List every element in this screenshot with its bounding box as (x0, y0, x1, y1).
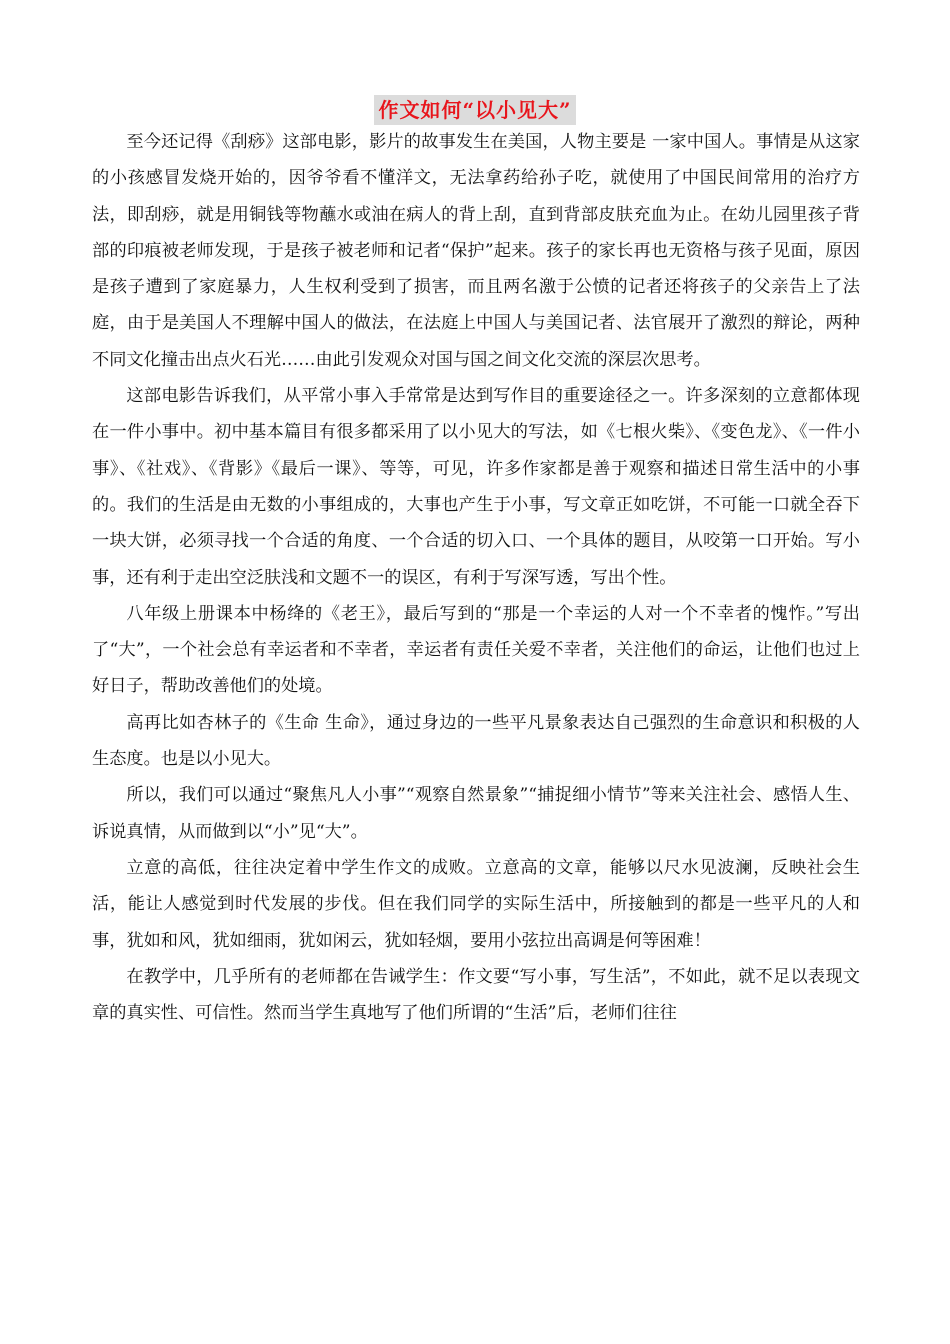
paragraph: 所以，我们可以通过“聚焦凡人小事”“观察自然景象”“捕捉细小情节”等来关注社会、感悟人生、诉说真情，从而做到以“小”见“大”。 (92, 785, 860, 842)
paragraph: 立意的高低，往往决定着中学生作文的成败。立意高的文章，能够以尺水见波澜，反映社会生活，能让人感觉到时代发展的步伐。但在我们同学的实际生活中，所接触到的都是一些平凡的人和事，犹如和风，犹如细雨，犹如闲云，犹如轻烟，要用小弦拉出高调是何等困难！ (92, 857, 860, 951)
document-title: 作文如何“以小见大” (374, 95, 575, 125)
paragraph: 八年级上册课本中杨绛的《老王》，最后写到的“那是一个幸运的人对一个不幸者的愧怍。”写出了“大”，一个社会总有幸运者和不幸者，幸运者有责任关爱不幸者，关注他们的命运，让他们也过上好日子，帮助改善他们的处境。 (92, 603, 860, 697)
paragraph: 这部电影告诉我们，从平常小事入手常常是达到写作目的重要途径之一。许多深刻的立意都体现在一件小事中。初中基本篇目有很多都采用了以小见大的写法，如《七根火柴》、《变色龙》、《一件小事》、《社戏》、《背影》《最后一课》、等等，可见，许多作家都是善于观察和描述日常生活中的小事的。我们的生活是由无数的小事组成的，大事也产生于小事，写文章正如吃饼，不可能一口就全吞下一块大饼，必须寻找一个合适的角度、一个合适的切入口、一个具体的题目，从咬第一口开始。写小事，还有利于走出空泛肤浅和文题不一的误区，有利于写深写透，写出个性。 (92, 386, 860, 588)
document-body (92, 124, 860, 1031)
paragraph: 高再比如杏林子的《生命 生命》，通过身边的一些平凡景象表达自己强烈的生命意识和积极的人生态度。也是以小见大。 (92, 712, 860, 770)
paragraph: 至今还记得《刮痧》这部电影，影片的故事发生在美国，人物主要是 一家中国人。事情是从这家的小孩感冒发烧开始的，因爷爷看不懂洋文，无法拿药给孙子吃，就使用了中国民间常用的治疗方法，即刮痧，就是用铜钱等物蘸水或油在病人的背上刮，直到背部皮肤充血为止。在幼儿园里孩子背部的印痕被老师发现，于是孩子被老师和记者“保护”起来。孩子的家长再也无资格与孩子见面，原因是孩子遭到了家庭暴力，人生权利受到了损害，而且两名激于公愤的记者还将孩子的父亲告上了法庭，由于是美国人不理解中国人的做法，在法庭上中国人与美国记者、法官展开了激烈的辩论，两种不同文化撞击出点火石光……由此引发观众对国与国之间文化交流的深层次思考。 (92, 132, 860, 370)
title-container (0, 95, 950, 125)
paragraph: 在教学中，几乎所有的老师都在告诫学生：作文要“写小事，写生活”，不如此，就不足以表现文章的真实性、可信性。然而当学生真地写了他们所谓的“生活”后，老师们往往 (92, 966, 860, 1024)
